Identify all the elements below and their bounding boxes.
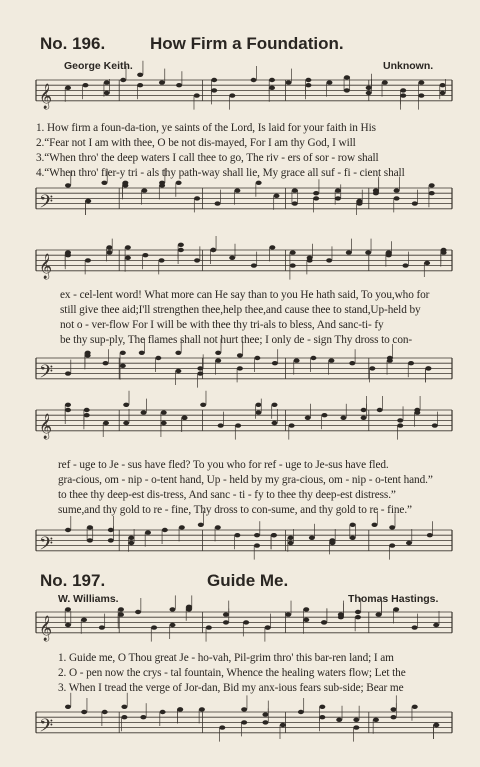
svg-text:𝄞: 𝄞 [39, 615, 53, 641]
music-staff-bass [0, 348, 480, 396]
svg-text:𝄢: 𝄢 [39, 191, 54, 217]
verse-line: 4.“When thro' fier-y tri - als thy path-way shall lie, My grace all suf - fi - cient shall [36, 167, 405, 179]
verse-line: 2. O - pen now the crys - tal fountain, Whence the healing waters flow; Let the [58, 667, 406, 679]
svg-text:𝄢: 𝄢 [39, 361, 54, 387]
hymn-196-composer: Unknown. [383, 60, 434, 72]
svg-text:𝄢: 𝄢 [39, 715, 54, 741]
hymn-196-verses-1 [36, 121, 405, 181]
hymn-196-verses-2 [60, 288, 429, 348]
verse-line: 2.“Fear not I am with thee, O be not dis-mayed, For I am thy God, I will [36, 137, 356, 149]
hymn-197-title: Guide Me. [207, 571, 289, 590]
music-staff-treble [0, 602, 480, 652]
svg-text:𝄞: 𝄞 [39, 413, 53, 439]
hymn-196-title: How Firm a Foundation. [150, 34, 344, 53]
svg-text:𝄢: 𝄢 [39, 533, 54, 559]
hymn-197-verses-1 [58, 651, 406, 696]
music-staff-bass [0, 520, 480, 568]
verse-line: be thy sup-ply, The flames shall not hurt thee; I only de - sign Thy dross to con- [60, 334, 413, 346]
music-staff-treble [0, 70, 480, 125]
verse-line: not o - ver-flow For I will be with thee thy tri-als to bless, And sanc-ti- fy [60, 319, 384, 331]
music-staff-treble [0, 240, 480, 290]
hymn-196-lyricist: George Keith. [64, 60, 133, 72]
hymn-197-composer: Thomas Hastings. [348, 593, 439, 605]
hymn-197-lyricist: W. Williams. [58, 593, 119, 605]
hymn-196-verses-3 [58, 458, 433, 518]
verse-line: ex - cel-lent word! What more can He say than to you He hath said, To you,who for [60, 289, 430, 301]
verse-line: 3.“When thro' the deep waters I call thee to go, The riv - ers of sor - row shall [36, 152, 379, 164]
verse-line: sume,and thy gold to re - fine, Thy dross to con-sume, and thy gold to re - fine.” [58, 504, 412, 516]
verse-line: 1. Guide me, O Thou great Je - ho-vah, Pil-grim thro' this bar-ren land; I am [58, 652, 394, 664]
verse-line: ref - uge to Je - sus have fled? To you who for ref - uge to Je-sus have fled. [58, 459, 389, 471]
music-staff-bass [0, 702, 480, 750]
verse-line: gra-cious, om - nip - o-tent hand, Up - held by my gra-cious, om - nip - o-tent hand.” [58, 474, 433, 486]
verse-line: 3. When I tread the verge of Jor-dan, Bid my anx-ious fears sub-side; Bear me [58, 682, 404, 694]
hymn-197-number: No. 197. [40, 571, 106, 590]
music-staff-bass [0, 178, 480, 228]
svg-text:𝄞: 𝄞 [39, 83, 53, 109]
hymn-196-number: No. 196. [40, 34, 106, 53]
svg-text:𝄞: 𝄞 [39, 253, 53, 279]
verse-line: to thee thy deep-est dis-tress, And sanc - ti - fy to thee thy deep-est distress.” [58, 489, 396, 501]
music-staff-treble [0, 400, 480, 450]
verse-line: 1. How firm a foun-da-tion, ye saints of the Lord, Is laid for your faith in His [36, 122, 376, 134]
verse-line: still give thee aid;I'll strengthen thee,help thee,and cause thee to stand,Up-held by [60, 304, 421, 316]
